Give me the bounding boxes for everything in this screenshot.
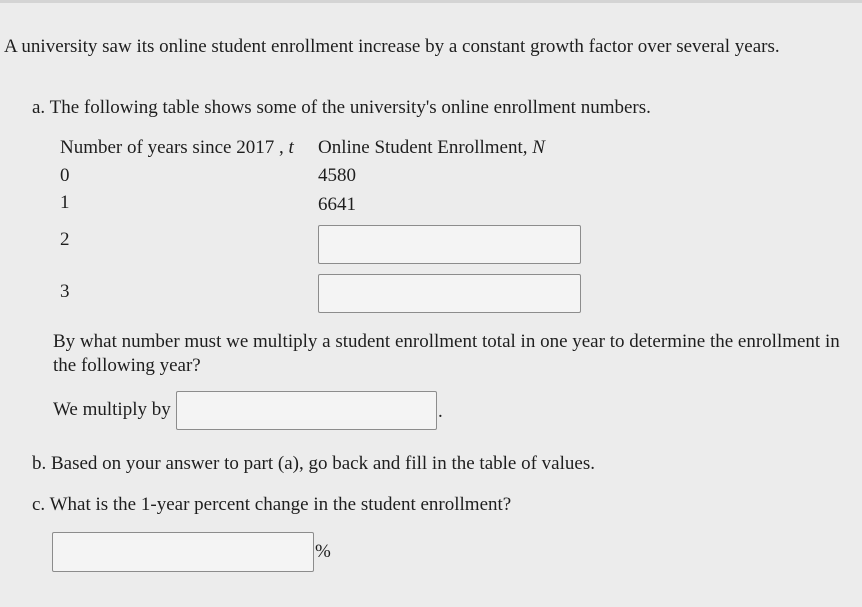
percent-change-input[interactable] [52,532,314,572]
part-c-prompt: c. What is the 1-year percent change in the student enrollment? [32,494,512,515]
multiply-label: We multiply by [53,399,171,420]
table-header-years [60,136,294,160]
growth-factor-input[interactable] [176,391,437,430]
table-cell-t: 2 [60,229,70,250]
problem-intro: A university saw its online student enrollment increase by a constant growth factor over several years. [4,36,780,57]
table-header-enrollment-var: N [532,137,545,158]
table-header-years-label: Number of years since 2017 , [60,137,284,158]
top-divider [0,0,862,3]
table-cell-n: 6641 [318,194,356,215]
multiply-period: . [438,401,443,422]
table-cell-n: 4580 [318,165,356,186]
table-header-enrollment [318,136,545,160]
table-cell-t: 3 [60,281,70,302]
percent-sign: % [315,541,331,562]
growth-factor-question: By what number must we multiply a student enrollment total in one year to determine the enrollment in the following year? [53,331,840,376]
table-header-enrollment-label: Online Student Enrollment, [318,137,528,158]
table-cell-t: 1 [60,192,70,213]
enrollment-input-year-2[interactable] [318,225,581,264]
table-header-years-var: t [288,137,294,158]
part-b-prompt: b. Based on your answer to part (a), go back and fill in the table of values. [32,453,595,474]
table-cell-t: 0 [60,165,70,186]
part-a-prompt: a. The following table shows some of the university's online enrollment numbers. [32,97,651,118]
enrollment-input-year-3[interactable] [318,274,581,313]
